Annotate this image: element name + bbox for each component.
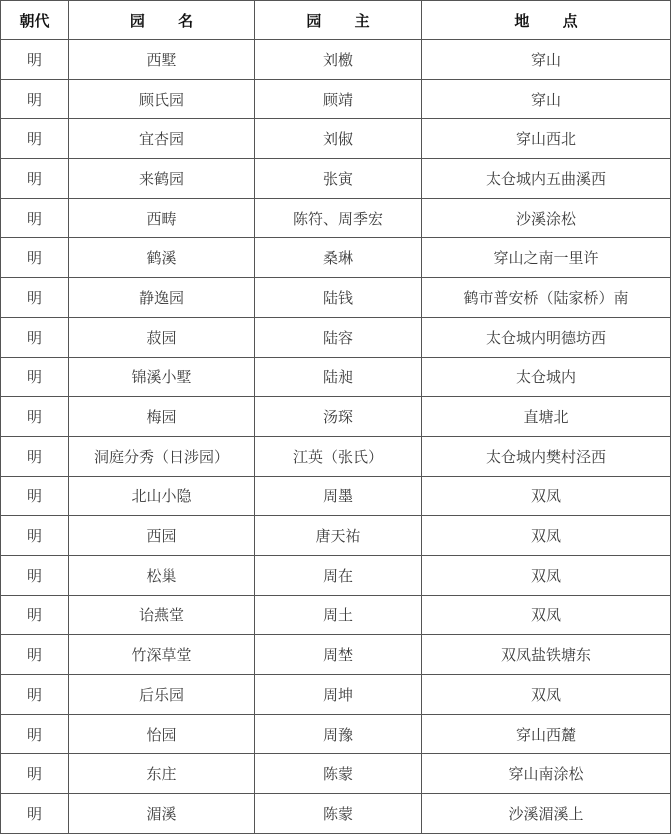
table-row	[1, 595, 671, 635]
owner-cell: 陆钱	[255, 278, 422, 318]
garden-name-cell: 怡园	[69, 714, 255, 754]
owner-cell: 陆昶	[255, 357, 422, 397]
garden-name-cell: 诒燕堂	[69, 595, 255, 635]
location-cell: 沙溪湄溪上	[422, 794, 671, 834]
dynasty-cell: 明	[1, 40, 69, 80]
location-cell: 双凤	[422, 516, 671, 556]
table-row	[1, 40, 671, 80]
table-row	[1, 635, 671, 675]
owner-cell: 陆容	[255, 317, 422, 357]
garden-name-cell: 东庄	[69, 754, 255, 794]
owner-cell: 周豫	[255, 714, 422, 754]
table-row	[1, 714, 671, 754]
dynasty-cell: 明	[1, 397, 69, 437]
location-cell: 鹤市普安桥（陆家桥）南	[422, 278, 671, 318]
dynasty-cell: 明	[1, 198, 69, 238]
header-location: 地 点	[422, 1, 671, 40]
owner-cell: 刘檄	[255, 40, 422, 80]
table-row	[1, 159, 671, 199]
dynasty-cell: 明	[1, 238, 69, 278]
table-body	[1, 40, 671, 834]
garden-name-cell: 北山小隐	[69, 476, 255, 516]
table-row	[1, 119, 671, 159]
location-cell: 双凤	[422, 675, 671, 715]
dynasty-cell: 明	[1, 595, 69, 635]
owner-cell: 唐天祐	[255, 516, 422, 556]
owner-cell: 江英（张氏）	[255, 436, 422, 476]
header-dynasty: 朝代	[1, 1, 69, 40]
location-cell: 双凤	[422, 595, 671, 635]
dynasty-cell: 明	[1, 436, 69, 476]
table-row	[1, 397, 671, 437]
dynasty-cell: 明	[1, 714, 69, 754]
garden-name-cell: 西园	[69, 516, 255, 556]
owner-cell: 周在	[255, 555, 422, 595]
location-cell: 太仓城内	[422, 357, 671, 397]
dynasty-cell: 明	[1, 555, 69, 595]
owner-cell: 顾靖	[255, 79, 422, 119]
dynasty-cell: 明	[1, 278, 69, 318]
owner-cell: 陈蒙	[255, 794, 422, 834]
location-cell: 沙溪涂松	[422, 198, 671, 238]
garden-name-cell: 鹤溪	[69, 238, 255, 278]
dynasty-cell: 明	[1, 476, 69, 516]
garden-name-cell: 锦溪小墅	[69, 357, 255, 397]
location-cell: 穿山	[422, 79, 671, 119]
location-cell: 双凤盐铁塘东	[422, 635, 671, 675]
garden-name-cell: 竹深草堂	[69, 635, 255, 675]
location-cell: 直塘北	[422, 397, 671, 437]
garden-name-cell: 宜杏园	[69, 119, 255, 159]
dynasty-cell: 明	[1, 79, 69, 119]
table-row	[1, 357, 671, 397]
garden-name-cell: 湄溪	[69, 794, 255, 834]
dynasty-cell: 明	[1, 516, 69, 556]
table-row	[1, 675, 671, 715]
header-garden-owner: 园 主	[255, 1, 422, 40]
table-row	[1, 555, 671, 595]
garden-name-cell: 菽园	[69, 317, 255, 357]
garden-name-cell: 西畴	[69, 198, 255, 238]
dynasty-cell: 明	[1, 754, 69, 794]
header-row	[1, 1, 671, 40]
table-row	[1, 436, 671, 476]
dynasty-cell: 明	[1, 159, 69, 199]
dynasty-cell: 明	[1, 357, 69, 397]
owner-cell: 汤琛	[255, 397, 422, 437]
location-cell: 双凤	[422, 555, 671, 595]
owner-cell: 刘俶	[255, 119, 422, 159]
owner-cell: 桑琳	[255, 238, 422, 278]
dynasty-cell: 明	[1, 635, 69, 675]
garden-name-cell: 洞庭分秀（日涉园）	[69, 436, 255, 476]
table-row	[1, 278, 671, 318]
table-row	[1, 754, 671, 794]
table-row	[1, 79, 671, 119]
owner-cell: 陈符、周季宏	[255, 198, 422, 238]
garden-name-cell: 静逸园	[69, 278, 255, 318]
owner-cell: 周坤	[255, 675, 422, 715]
dynasty-cell: 明	[1, 317, 69, 357]
owner-cell: 陈蒙	[255, 754, 422, 794]
garden-name-cell: 梅园	[69, 397, 255, 437]
table-row	[1, 476, 671, 516]
garden-name-cell: 松巢	[69, 555, 255, 595]
location-cell: 太仓城内五曲溪西	[422, 159, 671, 199]
dynasty-cell: 明	[1, 675, 69, 715]
header-garden-name: 园 名	[69, 1, 255, 40]
dynasty-cell: 明	[1, 119, 69, 159]
location-cell: 穿山	[422, 40, 671, 80]
owner-cell: 周墨	[255, 476, 422, 516]
location-cell: 太仓城内明德坊西	[422, 317, 671, 357]
table-row	[1, 198, 671, 238]
location-cell: 穿山西麓	[422, 714, 671, 754]
location-cell: 穿山南涂松	[422, 754, 671, 794]
table-row	[1, 516, 671, 556]
table-row	[1, 317, 671, 357]
table-row	[1, 238, 671, 278]
garden-name-cell: 顾氏园	[69, 79, 255, 119]
garden-name-cell: 后乐园	[69, 675, 255, 715]
owner-cell: 周埜	[255, 635, 422, 675]
dynasty-cell: 明	[1, 794, 69, 834]
garden-name-cell: 来鹤园	[69, 159, 255, 199]
location-cell: 双凤	[422, 476, 671, 516]
owner-cell: 张寅	[255, 159, 422, 199]
location-cell: 太仓城内樊村泾西	[422, 436, 671, 476]
location-cell: 穿山西北	[422, 119, 671, 159]
owner-cell: 周土	[255, 595, 422, 635]
garden-name-cell: 西墅	[69, 40, 255, 80]
location-cell: 穿山之南一里许	[422, 238, 671, 278]
table-row	[1, 794, 671, 834]
